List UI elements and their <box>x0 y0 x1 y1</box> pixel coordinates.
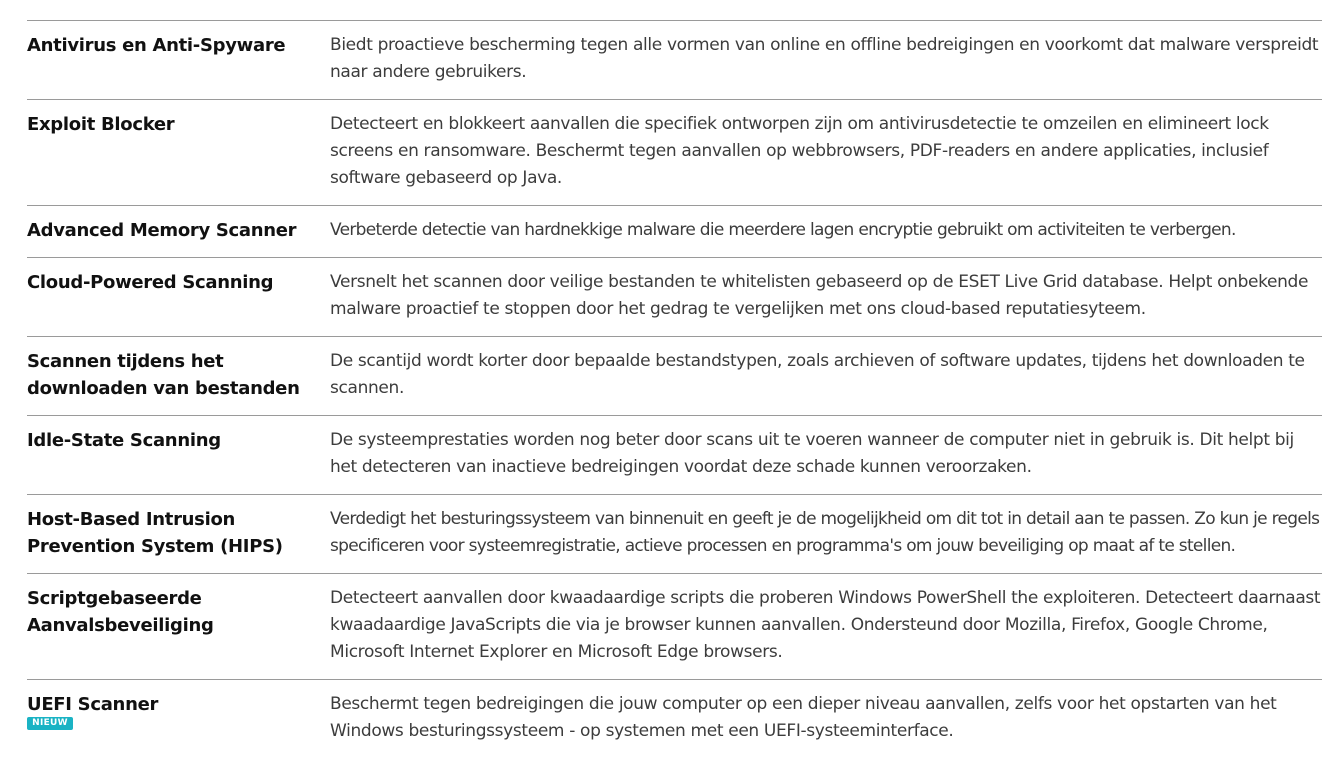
feature-description: Versnelt het scannen door veilige bestanden te whitelisten gebaseerd op de ESET Live Grid database. Helpt onbekende malware proactief te stoppen door het gedrag te vergelijken met ons cloud-based reputatiesyteem. <box>330 272 1309 319</box>
feature-name: Antivirus en Anti-Spyware <box>27 35 286 56</box>
feature-table <box>27 20 1322 758</box>
feature-row-cloud-scanning <box>27 258 1322 337</box>
feature-name-block <box>27 691 330 745</box>
feature-name: Advanced Memory Scanner <box>27 220 297 241</box>
feature-row-uefi-scanner <box>27 680 1322 758</box>
feature-row-exploit-blocker <box>27 100 1322 206</box>
feature-description: Beschermt tegen bedreigingen die jouw computer op een dieper niveau aanvallen, zelfs voor het opstarten van het Windows besturingssysteem - op systemen met een UEFI-systeeminterface. <box>330 694 1277 741</box>
feature-name: Cloud-Powered Scanning <box>27 272 274 293</box>
feature-name: Host-Based Intrusion Prevention System (HIPS) <box>27 509 283 557</box>
feature-row-script-protection <box>27 574 1322 680</box>
feature-description: Verbeterde detectie van hardnekkige malware die meerdere lagen encryptie gebruikt om activiteiten te verbergen. <box>330 220 1236 240</box>
feature-row-download-scanning <box>27 337 1322 416</box>
feature-row-idle-scanning <box>27 416 1322 495</box>
feature-row-hips <box>27 495 1322 574</box>
feature-description: Detecteert aanvallen door kwaadaardige scripts die proberen Windows PowerShell the exploiteren. Detecteert daarnaast kwaadaardige JavaScripts die via je browser kunnen aanvallen. Ondersteund door Mozilla, Firefox, Google Chrome, Microsoft Internet Explorer en Microsoft Edge browsers. <box>330 588 1321 662</box>
feature-row-memory-scanner <box>27 206 1322 258</box>
feature-name: UEFI Scanner <box>27 694 159 715</box>
new-badge: NIEUW <box>27 717 73 730</box>
feature-name: Scriptgebaseerde Aanvalsbeveiliging <box>27 588 214 636</box>
feature-name: Idle-State Scanning <box>27 430 221 451</box>
feature-description: Detecteert en blokkeert aanvallen die specifiek ontworpen zijn om antivirusdetectie te omzeilen en elimineert lock screens en ransomware. Beschermt tegen aanvallen op webbrowsers, PDF-readers en andere applicaties, inclusief software gebaseerd op Java. <box>330 114 1269 188</box>
feature-description: Biedt proactieve bescherming tegen alle vormen van online en offline bedreigingen en voorkomt dat malware verspreidt naar andere gebruikers. <box>330 35 1319 82</box>
feature-description: Verdedigt het besturingssysteem van binnenuit en geeft je de mogelijkheid om dit tot in detail aan te passen. Zo kun je regels specificeren voor systeemregistratie, actieve processen en programma's om jouw beveiliging op maat af te stellen. <box>330 509 1320 556</box>
feature-row-antivirus <box>27 21 1322 100</box>
feature-name: Scannen tijdens het downloaden van bestanden <box>27 351 300 399</box>
feature-name: Exploit Blocker <box>27 114 175 135</box>
feature-description: De scantijd wordt korter door bepaalde bestandstypen, zoals archieven of software updates, tijdens het downloaden te scannen. <box>330 351 1305 398</box>
feature-description: De systeemprestaties worden nog beter door scans uit te voeren wanneer de computer niet in gebruik is. Dit helpt bij het detecteren van inactieve bedreigingen voordat deze schade kunnen veroorzaken. <box>330 430 1294 477</box>
